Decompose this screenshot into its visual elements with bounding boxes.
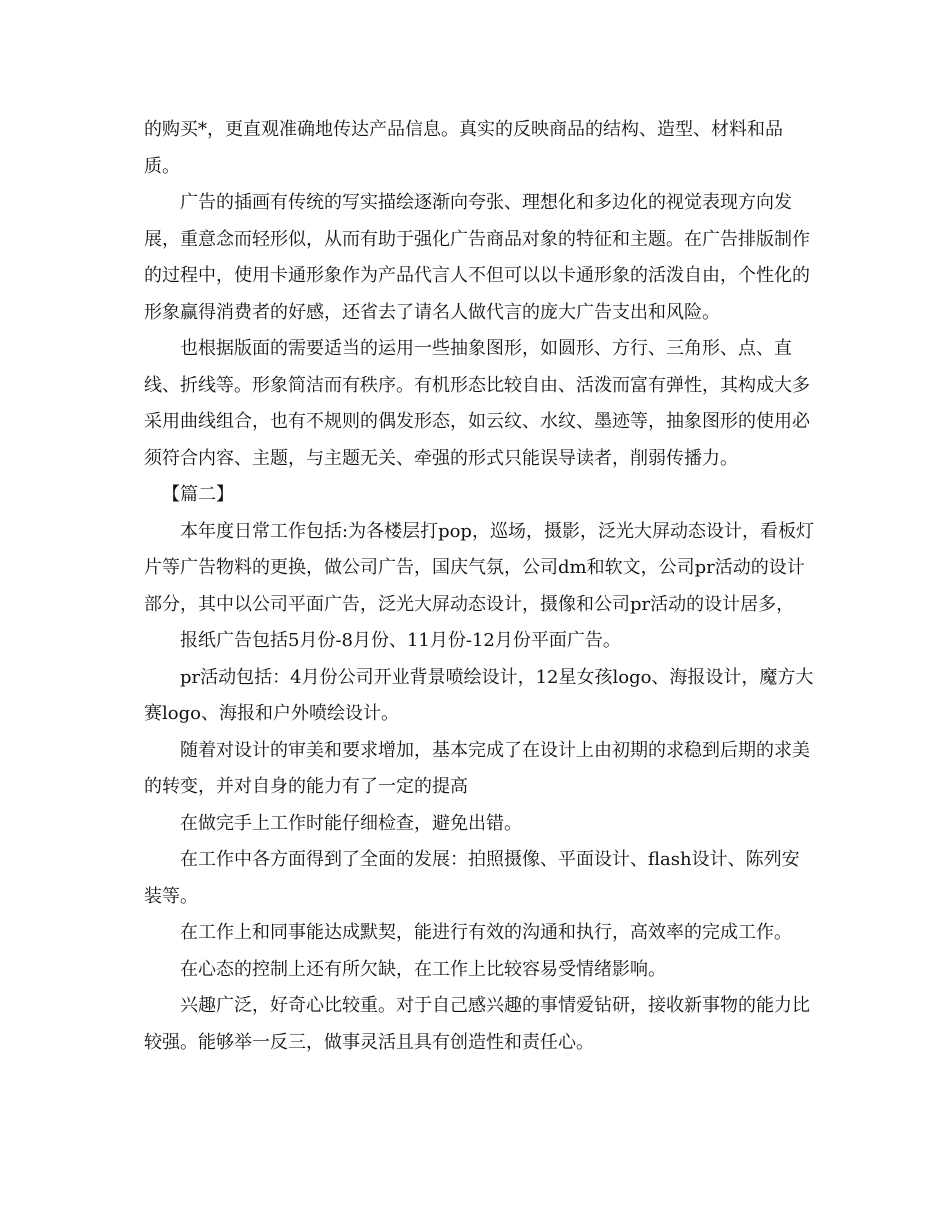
paragraph-1: 的购买*，更直观准确地传达产品信息。真实的反映商品的结构、造型、材料和品质。 <box>144 119 783 177</box>
paragraph-8: 随着对设计的审美和要求增加，基本完成了在设计上由初期的求稳到后期的求美的转变，并对自身的能力有了一定的提高 <box>144 739 810 797</box>
paragraph-5: 本年度日常工作包括:为各楼层打pop，巡场，摄影，泛光大屏动态设计，看板灯片等广告物料的更换，做公司广告，国庆气氛，公司dm和软文，公司pr活动的设计部分，其中以公司平面广告，泛光大屏动态设计，摄像和公司pr活动的设计居多， <box>144 520 814 615</box>
section-heading: 【篇二】 <box>162 484 234 505</box>
paragraph-2: 广告的插画有传统的写实描绘逐渐向夸张、理想化和多边化的视觉表现方向发展，重意念而轻形似，从而有助于强化广告商品对象的特征和主题。在广告排版制作的过程中，使用卡通形象作为产品代言人不但可以以卡通形象的活泼自由，个性化的形象赢得消费者的好感，还省去了请名人做代言的庞大广告支出和风险。 <box>144 192 810 323</box>
paragraph-6: 报纸广告包括5月份-8月份、11月份-12月份平面广告。 <box>180 630 621 651</box>
paragraph-11: 在工作上和同事能达成默契，能进行有效的沟通和执行，高效率的完成工作。 <box>180 922 792 943</box>
paragraph-7: pr活动包括：4月份公司开业背景喷绘设计，12星女孩logo、海报设计，魔方大赛logo、海报和户外喷绘设计。 <box>144 666 814 724</box>
document-body <box>144 112 814 1061</box>
paragraph-9: 在做完手上工作时能仔细检查，避免出错。 <box>180 812 522 834</box>
paragraph-3: 也根据版面的需要适当的运用一些抽象图形，如圆形、方行、三角形、点、直线、折线等。形象简洁而有秩序。有机形态比较自由、活泼而富有弹性，其构成大多采用曲线组合，也有不规则的偶发形态，如云纹、水纹、墨迹等，抽象图形的使用必须符合内容、主题，与主题无关、牵强的形式只能误导读者，削弱传播力。 <box>144 338 810 469</box>
paragraph-10: 在工作中各方面得到了全面的发展：拍照摄像、平面设计、flash设计、陈列安装等。 <box>144 849 800 907</box>
paragraph-12: 在心态的控制上还有所欠缺，在工作上比较容易受情绪影响。 <box>180 958 666 980</box>
paragraph-13: 兴趣广泛，好奇心比较重。对于自己感兴趣的事情爱钻研，接收新事物的能力比较强。能够举一反三，做事灵活且具有创造性和责任心。 <box>144 995 810 1053</box>
